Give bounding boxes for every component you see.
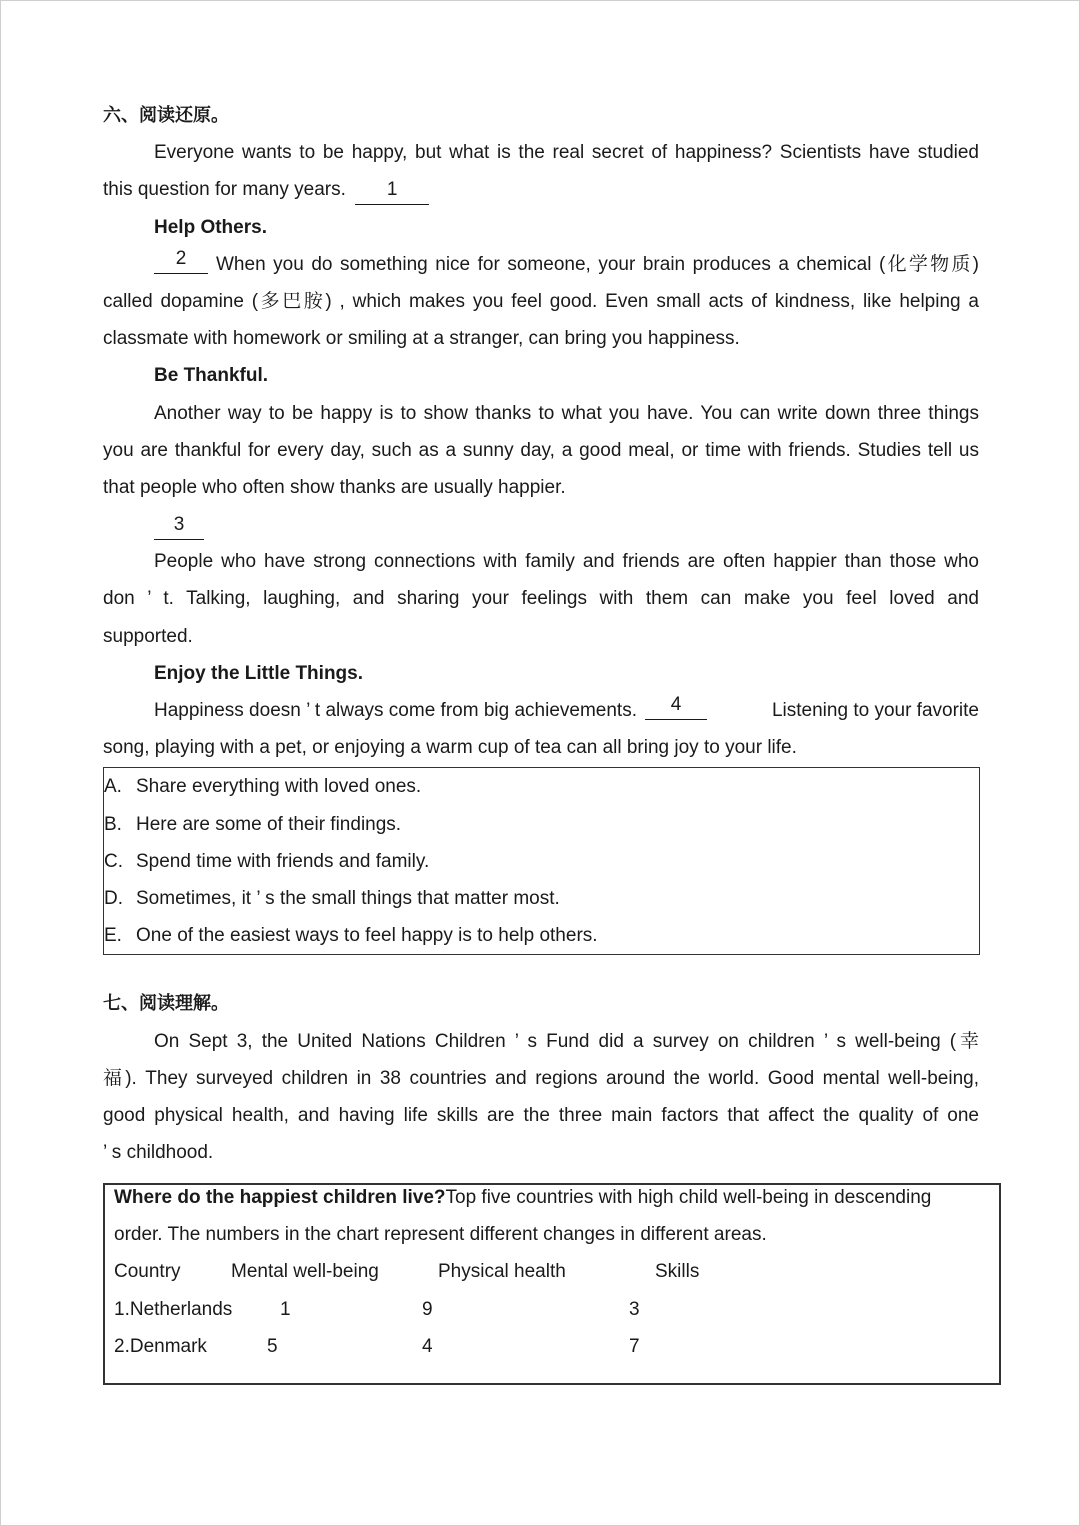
- document-body: [103, 97, 979, 1171]
- survey-title-rest: Top five countries with high child well-being in descending: [445, 1187, 932, 1208]
- survey-title: [114, 1185, 999, 1222]
- paragraph-line: don ’ t. Talking, laughing, and sharing your feelings with them can make you feel loved and: [103, 588, 979, 610]
- paragraph-line: [103, 171, 979, 208]
- option-b[interactable]: [104, 806, 979, 843]
- option-e[interactable]: [104, 917, 979, 954]
- cell-physical: 9: [422, 1298, 433, 1320]
- option-letter: C.: [104, 850, 123, 872]
- paragraph-text: Listening to your favorite: [771, 700, 979, 721]
- option-letter: B.: [104, 813, 122, 835]
- paragraph-line: classmate with homework or smiling at a stranger, can bring you happiness.: [103, 328, 740, 350]
- survey-box: [103, 1183, 1001, 1385]
- blank-1[interactable]: 1: [355, 177, 429, 205]
- option-a[interactable]: [104, 768, 979, 805]
- option-letter: D.: [104, 887, 123, 909]
- paragraph-line: [103, 506, 979, 543]
- paragraph-line: On Sept 3, the United Nations Children ’ s Fund did a survey on children ’ s well-being (幸: [154, 1030, 979, 1052]
- paragraph-line: that people who often show thanks are usually happier.: [103, 476, 566, 498]
- paragraph-text: Happiness doesn ’ t always come from big achievements.: [154, 700, 637, 721]
- blank-4[interactable]: 4: [645, 692, 707, 720]
- paragraph-line: 福). They surveyed children in 38 countries and regions around the world. Good mental well-being,: [103, 1067, 979, 1089]
- paragraph-line: called dopamine (多巴胺) , which makes you feel good. Even small acts of kindness, like helping a: [103, 290, 979, 312]
- option-text: One of the easiest ways to feel happy is to help others.: [136, 925, 598, 947]
- paragraph-text: this question for many years.: [103, 179, 346, 201]
- subheading-enjoy-little-things: Enjoy the Little Things.: [154, 662, 363, 684]
- cell-skills: 3: [629, 1298, 640, 1320]
- option-text: Here are some of their findings.: [136, 813, 402, 835]
- option-text: Share everything with loved ones.: [136, 776, 422, 798]
- paragraph-text: When you do something nice for someone, your brain produces a chemical (化学物质): [216, 253, 979, 275]
- paragraph-line: supported.: [103, 625, 193, 647]
- option-d[interactable]: [104, 880, 979, 917]
- header-country: Country: [114, 1261, 181, 1283]
- table-header-row: [114, 1259, 999, 1296]
- cell-physical: 4: [422, 1335, 433, 1357]
- blank-3[interactable]: 3: [154, 512, 204, 540]
- cell-mental: 5: [267, 1335, 278, 1357]
- header-mental: Mental well-being: [231, 1261, 379, 1283]
- survey-description: order. The numbers in the chart represent different changes in different areas.: [114, 1224, 767, 1246]
- option-text: Sometimes, it ’ s the small things that matter most.: [136, 887, 560, 909]
- paragraph-line: Everyone wants to be happy, but what is the real secret of happiness? Scientists have studied: [154, 142, 979, 164]
- paragraph-line: [103, 692, 979, 729]
- subheading-help-others: Help Others.: [154, 216, 267, 238]
- paragraph-line: [103, 246, 979, 283]
- option-c[interactable]: [104, 843, 979, 880]
- option-letter: A.: [104, 776, 122, 798]
- table-row: [114, 1334, 999, 1371]
- paragraph-line: you are thankful for every day, such as a sunny day, a good meal, or time with friends. Studies tell us: [103, 439, 979, 461]
- paragraph-line: People who have strong connections with family and friends are often happier than those who: [154, 551, 979, 573]
- option-letter: E.: [104, 925, 122, 947]
- cell-country: 2.Denmark: [114, 1335, 207, 1357]
- blank-2[interactable]: 2: [154, 246, 208, 274]
- subheading-be-thankful: Be Thankful.: [154, 365, 269, 387]
- cell-mental: 1: [280, 1298, 291, 1320]
- paragraph-line: ’ s childhood.: [103, 1142, 214, 1164]
- paragraph-line: good physical health, and having life skills are the three main factors that affect the quality of one: [103, 1104, 979, 1126]
- section6-title: 六、阅读还原。: [103, 105, 229, 126]
- cell-country: 1.Netherlands: [114, 1298, 233, 1320]
- section-gap: [103, 955, 979, 985]
- survey-title-bold: Where do the happiest children live?: [114, 1187, 446, 1208]
- table-row: [114, 1297, 999, 1334]
- option-text: Spend time with friends and family.: [136, 850, 430, 872]
- options-box: [103, 767, 980, 955]
- header-physical: Physical health: [438, 1261, 566, 1283]
- cell-skills: 7: [629, 1335, 640, 1357]
- paragraph-line: song, playing with a pet, or enjoying a warm cup of tea can all bring joy to your life.: [103, 737, 797, 759]
- header-skills: Skills: [655, 1261, 700, 1283]
- paragraph-line: Another way to be happy is to show thanks to what you have. You can write down three things: [154, 402, 979, 424]
- section7-title: 七、阅读理解。: [103, 993, 229, 1015]
